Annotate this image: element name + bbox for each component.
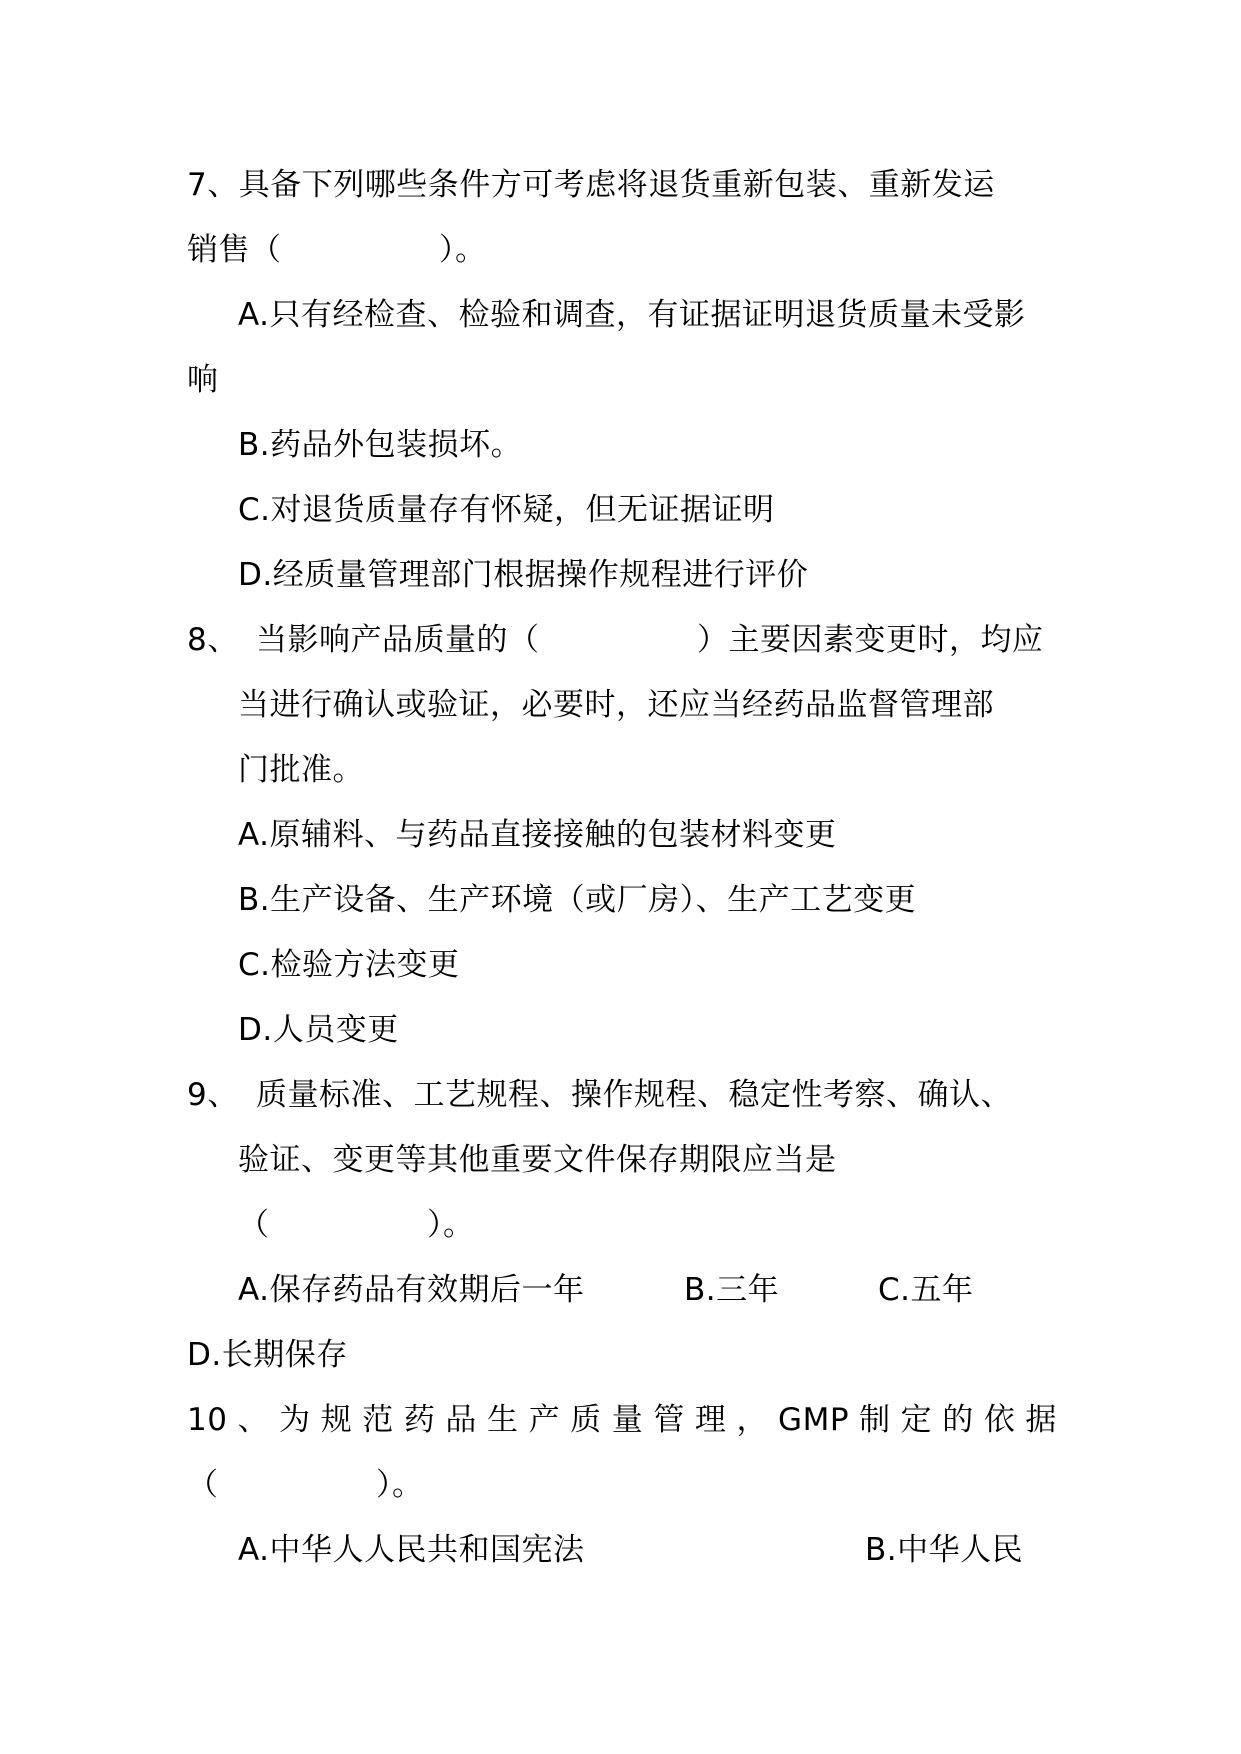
q9-option-b: B.三年 (684, 1272, 780, 1308)
q10-option-b: B.中华人民 (865, 1532, 1024, 1568)
q10-stem-part: 依 (983, 1402, 1016, 1438)
q7-stem-line2: 销售（ ）。 (187, 232, 487, 268)
q10-stem-part: 量 (611, 1402, 644, 1438)
q10-stem-part: 产 (528, 1402, 561, 1438)
q10-stem-line2: （ ）。 (187, 1467, 424, 1503)
q7-option-b: B.药品外包装损坏。 (238, 427, 523, 463)
q10-stem-part: 规 (320, 1402, 353, 1438)
q7-stem-line1: 7、具备下列哪些条件方可考虑将退货重新包装、重新发运 (187, 167, 995, 203)
q10-stem-part: 、 (237, 1402, 270, 1438)
q9-stem-line2: 验证、变更等其他重要文件保存期限应当是 (238, 1142, 837, 1178)
q7-option-d: D.经质量管理部门根据操作规程进行评价 (238, 557, 809, 593)
q10-stem-part: 管 (653, 1402, 685, 1438)
q10-stem-part: GMP (778, 1402, 850, 1438)
q7-option-a-line1: A.只有经检查、检验和调查，有证据证明退货质量未受影 (238, 297, 1026, 333)
q7-option-c: C.对退货质量存有怀疑，但无证据证明 (238, 492, 775, 528)
q10-stem-part: 生 (487, 1402, 519, 1438)
q10-stem-part: 10 (187, 1402, 228, 1438)
q10-stem-part: 理 (694, 1402, 727, 1438)
q9-stem-line3: （ ）。 (238, 1207, 475, 1243)
q10-stem-part: 的 (942, 1402, 974, 1438)
q10-stem-part: 据 (1025, 1402, 1057, 1438)
q9-number: 9、 (187, 1077, 239, 1113)
q10-option-a: A.中华人人民共和国宪法 (238, 1532, 585, 1568)
q10-stem-part: 范 (362, 1402, 394, 1438)
q9-option-d: D.长期保存 (187, 1337, 348, 1373)
q10-stem-part: 品 (445, 1402, 477, 1438)
q9-option-c: C.五年 (878, 1272, 974, 1308)
q8-stem-line1: 当影响产品质量的（ ）主要因素变更时，均应 (256, 622, 1044, 658)
q10-stem-part: 药 (403, 1402, 436, 1438)
q7-option-a-line2: 响 (187, 362, 219, 398)
q10-stem-line1 (187, 1400, 1057, 1440)
q8-option-a: A.原辅料、与药品直接接触的包装材料变更 (238, 817, 837, 853)
q10-stem-part: ， (736, 1402, 768, 1438)
q9-stem-line1: 质量标准、工艺规程、操作规程、稳定性考察、确认、 (256, 1077, 1012, 1113)
q10-stem-part: 定 (900, 1402, 933, 1438)
q10-stem-part: 质 (570, 1402, 602, 1438)
q8-option-d: D.人员变更 (238, 1012, 399, 1048)
q8-option-c: C.检验方法变更 (238, 947, 460, 983)
q10-stem-part: 为 (279, 1402, 311, 1438)
q8-stem-line3: 门批准。 (238, 752, 364, 788)
q8-number: 8、 (187, 622, 239, 658)
q9-option-a: A.保存药品有效期后一年 (238, 1272, 585, 1308)
q10-stem-part: 制 (859, 1402, 891, 1438)
q8-stem-line2: 当进行确认或验证，必要时，还应当经药品监督管理部 (238, 687, 994, 723)
q8-option-b: B.生产设备、生产环境（或厂房）、生产工艺变更 (238, 882, 917, 918)
